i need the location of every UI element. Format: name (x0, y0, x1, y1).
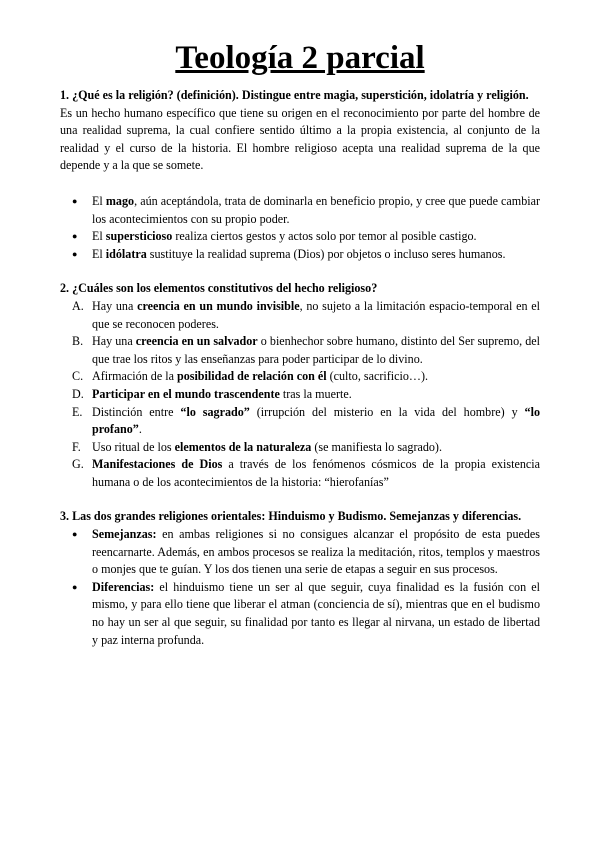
answer-1: Es un hecho humano específico que tiene su origen en el reconocimiento por parte del hombre de una realidad suprema, la cual confiere sentido último a la propia existencia, al conjunto de la realidad y el curso de la historia. El hombre religioso acepta una realidad suprema de la que depende y a la que se somete. (60, 105, 540, 173)
question-2: 2. ¿Cuáles son los elementos constitutivos del hecho religioso? (60, 281, 378, 296)
list-item: E. Distinción entre “lo sagrado” (irrupción del misterio en la vida del hombre) y “lo profano”. (72, 404, 541, 437)
question-3: 3. Las dos grandes religiones orientales: Hinduismo y Budismo. Semejanzas y diferencias. (60, 509, 522, 524)
list-item: B. Hay una creencia en un salvador o bienhechor sobre humano, distinto del Ser supremo, del que trae los ritos y las enseñanzas para poder participar de lo divino. (72, 334, 541, 366)
list-item: C. Afirmación de la posibilidad de relación con él (culto, sacrificio…). (72, 369, 429, 384)
list-item: ● El idólatra sustituye la realidad suprema (Dios) por objetos o incluso seres humanos. (92, 246, 540, 264)
q2-lettered-list (60, 298, 540, 492)
list-item: ● Diferencias: el hinduismo tiene un ser al que seguir, cuya finalidad es la fusión con el mismo, y para ello tiene que liberar el atman (conciencia de sí), mientras que en el budismo no hay un ser al que seguir, su finalidad por tanto es llegar al nirvana, un estado de libertad y paz interna profunda. (92, 579, 540, 649)
document-body (60, 87, 540, 649)
list-item: D. Participar en el mundo trascendente tras la muerte. (72, 386, 352, 401)
list-item: F. Uso ritual de los elementos de la naturaleza (se manifiesta lo sagrado). (72, 439, 442, 454)
list-item: A. Hay una creencia en un mundo invisible, no sujeto a la limitación espacio-temporal en el que se reconocen poderes. (72, 298, 540, 331)
page-title: Teología 2 parcial (175, 40, 425, 76)
list-item: ● El supersticioso realiza ciertos gestos y actos solo por temor al posible castigo. (92, 228, 540, 246)
q1-bullet-list (60, 193, 540, 263)
list-item: ● El mago, aún aceptándola, trata de dominarla en beneficio propio, y cree que puede cambiar los acontecimientos con su propio poder. (92, 193, 540, 228)
list-item: G. Manifestaciones de Dios a través de los fenómenos cósmicos de la propia existencia humana o de los acontecimientos de la historia: “hierofanías” (72, 457, 540, 489)
q3-bullet-list (60, 526, 540, 649)
list-item: ● Semejanzas: en ambas religiones si no consigues alcanzar el propósito de esta puedes reencarnarte. Además, en ambos procesos se realiza la meditación, ritos, templos y maestros o monjes que te guían. Y los dos tienen una serie de etapas a seguir en sus procesos. (92, 526, 540, 579)
question-1: 1. ¿Qué es la religión? (definición). Distingue entre magia, superstición, idolatría y religión. (60, 88, 529, 102)
